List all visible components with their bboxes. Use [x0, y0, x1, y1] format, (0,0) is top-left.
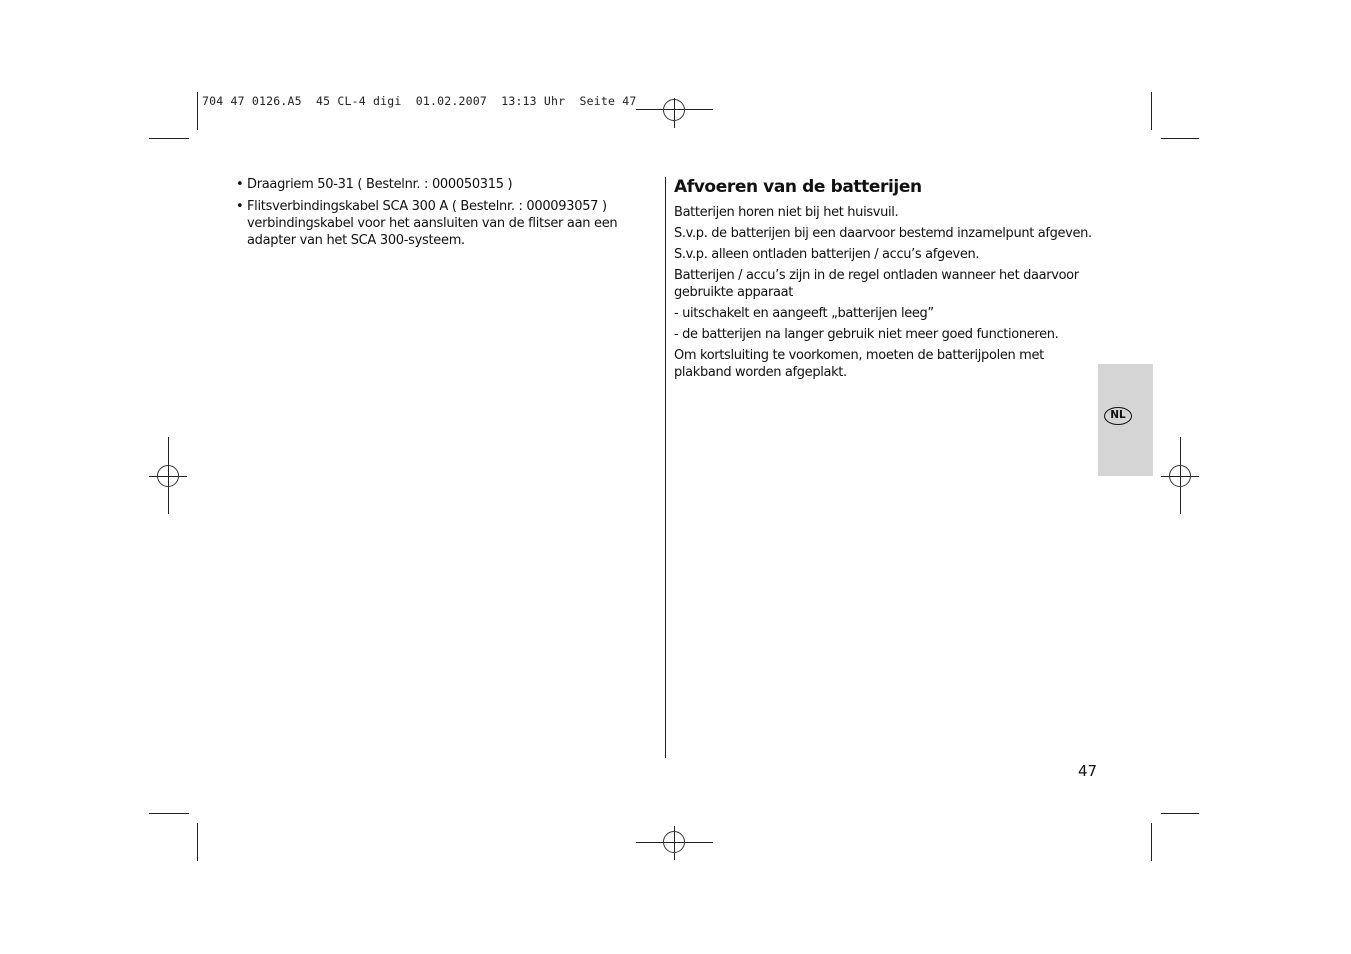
- section-heading: Afvoeren van de batterijen: [674, 177, 922, 197]
- paragraph: - uitschakelt en aangeeft „batterijen leeg”: [674, 306, 934, 321]
- crop-mark: [149, 138, 189, 139]
- crop-mark: [1161, 813, 1199, 814]
- list-item-text: Flitsverbindingskabel SCA 300 A ( Bestelnr. : 000093057 ) verbindingskabel voor het aansluiten van de flitser aan een adapter van het SCA 300-systeem.: [247, 199, 618, 248]
- crop-mark: [1151, 92, 1152, 130]
- bullet: •: [236, 199, 244, 214]
- paragraph: S.v.p. de batterijen bij een daarvoor bestemd inzamelpunt afgeven.: [674, 226, 1092, 241]
- bullet: •: [236, 177, 244, 192]
- crop-mark: [1151, 823, 1152, 861]
- registration-circle: [663, 831, 685, 853]
- paragraph: Batterijen / accu’s zijn in de regel ontladen wanneer het daarvoor gebruikte apparaat: [674, 268, 1079, 300]
- language-badge: NL: [1104, 407, 1132, 425]
- column-divider: [665, 177, 666, 758]
- list-item-text: Draagriem 50-31 ( Bestelnr. : 000050315 ): [247, 177, 513, 192]
- crop-mark: [197, 92, 198, 130]
- registration-circle: [1169, 465, 1191, 487]
- paragraph: Om kortsluiting te voorkomen, moeten de batterijpolen met plakband worden afgeplakt.: [674, 348, 1044, 380]
- crop-mark: [149, 813, 189, 814]
- registration-circle: [663, 99, 685, 121]
- crop-mark: [1161, 138, 1199, 139]
- registration-circle: [157, 465, 179, 487]
- language-tab: [1098, 364, 1153, 476]
- battery-disposal-section: [674, 176, 1102, 385]
- list-item: [236, 198, 646, 249]
- crop-mark: [197, 823, 198, 861]
- page-number: 47: [1078, 762, 1098, 780]
- accessory-list: [236, 176, 646, 254]
- print-slug: 704 47 0126.A5 45 CL-4 digi 01.02.2007 13:13 Uhr Seite 47: [202, 94, 637, 108]
- paragraph: Batterijen horen niet bij het huisvuil.: [674, 205, 899, 220]
- paragraph: S.v.p. alleen ontladen batterijen / accu’s afgeven.: [674, 247, 980, 262]
- list-item: [236, 176, 646, 193]
- paragraph: - de batterijen na langer gebruik niet meer goed functioneren.: [674, 327, 1059, 342]
